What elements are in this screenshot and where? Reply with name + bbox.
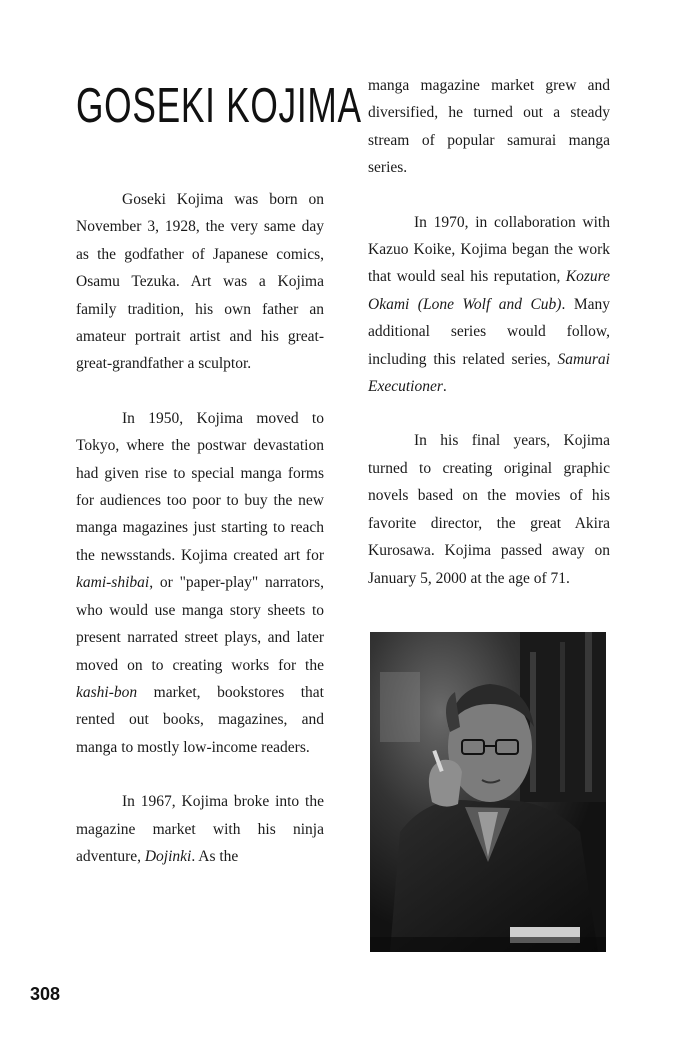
- text-run: , or "paper-play" narrators, who would use manga story sheets to present narrated street plays, and later moved on to creating works for the: [76, 574, 324, 674]
- paragraph-1970: [368, 209, 610, 401]
- italic-title-dojinki: Dojinki: [144, 847, 192, 865]
- text-run: . Many additional series would follow, including this related series,: [368, 295, 610, 368]
- paragraph-1967: [76, 788, 324, 870]
- paragraph-final-years: [368, 427, 610, 591]
- page-number: 308: [30, 984, 61, 1004]
- text-run: In his final years, Kojima turned to creating original graphic novels based on the movies of his favorite director, the great Akira Kurosawa. Kojima passed away on January 5, 2000 at the age of 71.: [368, 432, 610, 587]
- paragraph-gap: [76, 378, 324, 405]
- portrait-photo: [370, 632, 606, 952]
- text-run: In 1970, in collaboration with Kazuo Koike, Kojima began the work that would seal his reputation,: [368, 213, 610, 286]
- right-column: [368, 72, 610, 592]
- portrait-photo-art: [370, 632, 606, 952]
- left-column: [76, 72, 362, 870]
- italic-term-kami-shibai: kami-shibai: [76, 574, 150, 592]
- text-run: manga magazine market grew and diversified, he turned out a steady stream of popular samurai manga series.: [368, 77, 610, 177]
- italic-title-lone-wolf: Kozure Okami (Lone Wolf and Cub): [368, 268, 610, 313]
- paragraph-gap: [368, 400, 610, 427]
- paragraph-birth-text: Goseki Kojima was born on November 3, 1928, the very same day as the godfather of Japanese comics, Osamu Tezuka. Art was a Kojima family tradition, his own father an amateur portrait artist and his great-great-grandfather a sculptor.: [76, 191, 324, 373]
- paragraph-gap: [76, 761, 324, 788]
- italic-title-samurai-executioner: Samurai Executioner: [368, 350, 610, 396]
- italic-term-kashi-bon: kashi-bon: [76, 683, 138, 701]
- page-title: GOSEKI KOJIMA: [76, 79, 362, 133]
- text-run: .: [442, 378, 447, 396]
- text-run: In 1950, Kojima moved to Tokyo, where the postwar devastation had given rise to special manga forms for audiences too poor to buy the new manga magazines just starting to reach the newsstands. Kojima created art for: [76, 409, 324, 564]
- text-run: . As the: [191, 847, 239, 865]
- text-run: In 1967, Kojima broke into the magazine market with his ninja adventure,: [76, 793, 324, 865]
- paragraph-birth: [76, 186, 324, 378]
- paragraph-1967-continued: [368, 72, 610, 182]
- text-run: market, bookstores that rented out books, magazines, and manga to mostly low-income readers.: [76, 683, 324, 756]
- paragraph-tokyo: [76, 405, 324, 761]
- paragraph-gap: [368, 182, 610, 209]
